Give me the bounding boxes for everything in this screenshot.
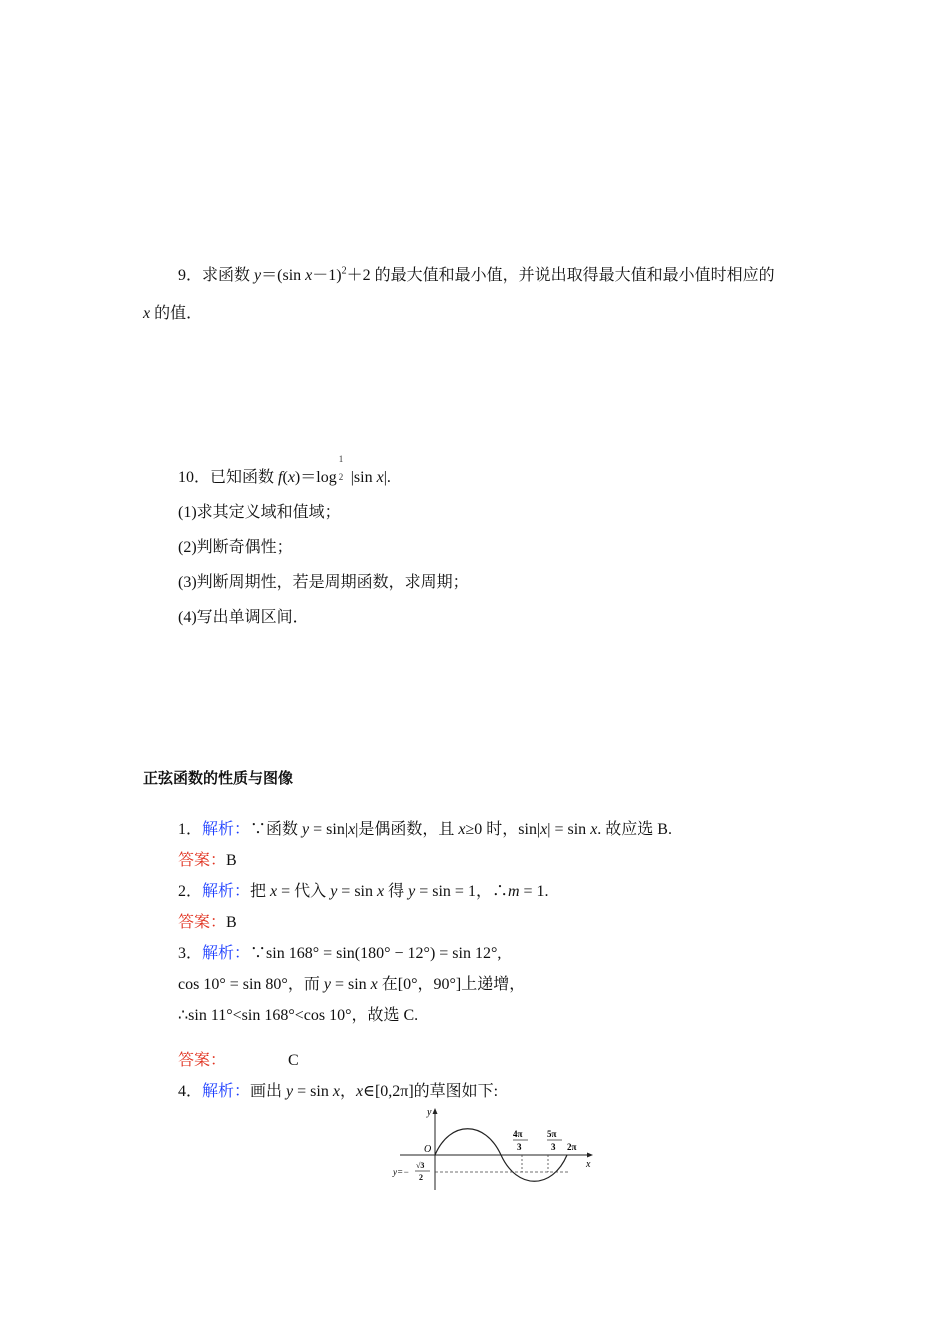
answer-number: 4． — [178, 1083, 203, 1100]
exponent: 2 — [341, 265, 347, 277]
answer-4-line — [178, 1082, 498, 1102]
answer-3-line-1 — [178, 944, 501, 964]
level-label-numerator: √3 — [416, 1161, 425, 1170]
q10-text: |. — [383, 469, 391, 486]
var-x: x — [332, 1083, 340, 1100]
var-y: y — [323, 976, 331, 993]
var-y: y — [302, 821, 310, 838]
var-x: x — [305, 267, 313, 284]
answer-text: cos 10° = sin 80°，而 — [178, 976, 324, 993]
tick-2pi: 2π — [567, 1142, 577, 1152]
q9-line-1 — [178, 266, 775, 286]
answer-text: 得 — [384, 883, 409, 900]
answer-text: = sin — [293, 1083, 333, 1100]
log-base-numerator: 1 — [338, 454, 344, 464]
answer-value: C — [288, 1052, 299, 1069]
log-base-fraction — [337, 454, 347, 488]
answer-text: = sin = 1，∴ — [415, 883, 508, 900]
sine-sketch — [390, 1105, 605, 1197]
q10-text: )＝log — [294, 469, 337, 486]
answer-text: ∵函数 — [250, 821, 303, 838]
var-x: x — [370, 976, 378, 993]
q10-text: |sin — [346, 469, 377, 486]
q10-item-2: (2)判断奇偶性； — [178, 539, 293, 556]
var-y: y — [286, 1083, 294, 1100]
axis-y-label: y — [427, 1107, 432, 1118]
answer-text: ∵sin 168° = sin(180° − 12°) = sin 12°, — [250, 945, 502, 962]
var-y: y — [254, 267, 262, 284]
answer-text: = 1. — [519, 883, 549, 900]
section-title: 正弦函数的性质与图像 — [143, 769, 294, 787]
answer-text: 在[0°，90°]上递增， — [377, 976, 526, 993]
answer-text: = 代入 — [277, 883, 331, 900]
var-x: x — [287, 469, 295, 486]
origin-label: O — [424, 1144, 432, 1155]
answer-2-result — [178, 913, 237, 933]
answer-text: 把 — [250, 883, 271, 900]
tick-4pi-den: 3 — [517, 1142, 522, 1152]
q9-text: －1) — [312, 267, 342, 284]
answer-text: ∈[0,2π]的草图如下: — [363, 1083, 499, 1100]
answer-2-line — [178, 882, 549, 902]
answer-1-result — [178, 851, 237, 871]
tick-4pi-num: 4π — [513, 1129, 523, 1139]
var-x: x — [377, 883, 385, 900]
q10-number: 10． — [178, 469, 211, 486]
q9-text: ＝(sin — [261, 267, 306, 284]
answer-number: 3． — [178, 945, 203, 962]
y-axis-arrow — [433, 1108, 438, 1114]
q9-number: 9． — [178, 267, 203, 284]
answer-label: 答案： — [178, 1052, 227, 1069]
answer-text: ≥0 时，sin| — [465, 821, 541, 838]
answer-3-result — [178, 1051, 299, 1071]
q9-line-2 — [143, 304, 202, 324]
var-x: x — [270, 883, 278, 900]
var-y: y — [330, 883, 338, 900]
q10-item-4: (4)写出单调区间． — [178, 609, 309, 626]
tick-5pi-num: 5π — [547, 1129, 557, 1139]
analysis-label: 解析： — [202, 945, 251, 962]
answer-text: 画出 — [250, 1083, 287, 1100]
var-x: x — [590, 821, 598, 838]
answer-number: 1． — [178, 821, 203, 838]
answer-label: 答案： — [178, 852, 227, 869]
answer-value: B — [226, 914, 237, 931]
var-x: x — [143, 305, 151, 322]
answer-value: B — [226, 852, 237, 869]
answer-1-line — [178, 820, 672, 840]
answer-text: = sin — [330, 976, 371, 993]
var-x: x — [540, 821, 548, 838]
answer-text: = sin| — [309, 821, 349, 838]
q10-text: 已知函数 — [210, 469, 279, 486]
q10-text: ( — [282, 469, 288, 486]
answer-3-line-2 — [178, 975, 525, 995]
var-x: x — [355, 1083, 364, 1100]
analysis-label: 解析： — [202, 1083, 251, 1100]
level-label-prefix: y=− — [393, 1167, 410, 1177]
x-axis-arrow — [587, 1153, 593, 1158]
var-y: y — [408, 883, 416, 900]
q10-item-3: (3)判断周期性，若是周期函数，求周期； — [178, 574, 469, 591]
log-base-denominator: 2 — [338, 472, 344, 482]
var-x: x — [348, 821, 356, 838]
q9-text: ＋2 的最大值和最小值，并说出取得最大值和最小值时相应的 — [346, 267, 775, 284]
answer-text: . 故应选 B. — [597, 821, 672, 838]
answer-text: | = sin — [547, 821, 591, 838]
answer-3-line-3: ∴sin 11°<sin 168°<cos 10°，故选 C. — [178, 1007, 419, 1024]
answer-label: 答案： — [178, 914, 227, 931]
level-label-denominator: 2 — [419, 1173, 423, 1182]
q9-text: 的值． — [150, 305, 203, 322]
q9-text: 求函数 — [202, 267, 255, 284]
var-m: m — [507, 883, 520, 900]
q10-line — [178, 454, 391, 488]
answer-text: = sin — [337, 883, 377, 900]
answer-number: 2． — [178, 883, 203, 900]
tick-5pi-den: 3 — [551, 1142, 556, 1152]
q10-item-1: (1)求其定义域和值域； — [178, 504, 341, 521]
answer-text: ， — [339, 1083, 356, 1100]
answer-text: |是偶函数，且 — [355, 821, 459, 838]
axis-x-label: x — [586, 1159, 591, 1170]
var-x: x — [376, 469, 384, 486]
var-x: x — [458, 821, 466, 838]
analysis-label: 解析： — [202, 883, 251, 900]
var-f: f — [278, 469, 283, 486]
analysis-label: 解析： — [202, 821, 251, 838]
